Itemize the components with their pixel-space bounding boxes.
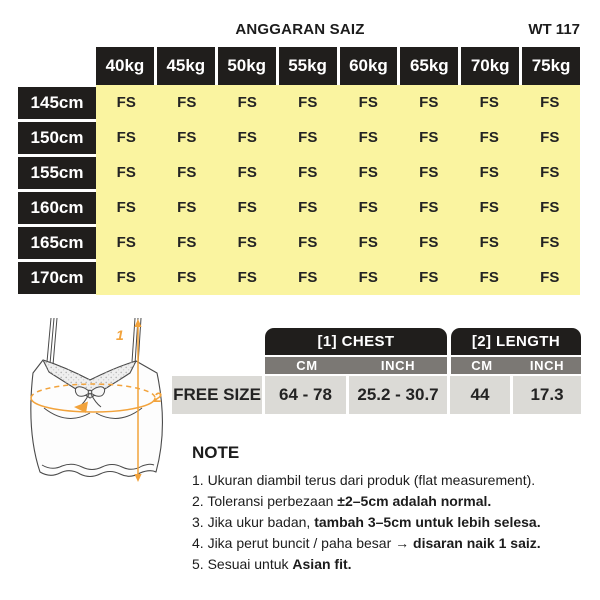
note-list: [192, 470, 588, 575]
size-cell: FS: [419, 164, 439, 181]
chest-unit-bar: [265, 357, 447, 374]
length-inch-value: 17.3: [513, 376, 581, 414]
weight-header-cell: 55kg: [279, 47, 337, 85]
size-cell: FS: [358, 269, 378, 286]
length-unit-bar: [451, 357, 581, 374]
size-cell: FS: [419, 199, 439, 216]
size-cell: FS: [298, 199, 318, 216]
height-header-cell: 145cm: [18, 87, 96, 119]
size-cell: FS: [237, 199, 257, 216]
size-cell: FS: [116, 164, 136, 181]
product-code: WT 117: [528, 21, 580, 38]
note-item: [192, 470, 588, 491]
weight-header-cell: 40kg: [96, 47, 154, 85]
height-header-cell: 160cm: [18, 192, 96, 224]
title-bar: [0, 21, 600, 39]
size-grid-row: [96, 260, 580, 295]
weight-header-cell: 65kg: [400, 47, 458, 85]
chest-cm-unit: CM: [296, 358, 318, 373]
size-cell: FS: [540, 234, 560, 251]
size-grid-row: [96, 155, 580, 190]
measurement-header-row: [265, 328, 582, 355]
size-cell: FS: [419, 129, 439, 146]
chest-inch-value: 25.2 - 30.7: [349, 376, 447, 414]
chest-cm-value: 64 - 78: [265, 376, 346, 414]
size-cell: FS: [116, 234, 136, 251]
size-cell: FS: [116, 199, 136, 216]
size-grid-row: [96, 190, 580, 225]
strap-left-icon: [47, 318, 57, 365]
note-item-text: 5. Sesuai untuk: [192, 556, 293, 572]
size-cell: FS: [237, 94, 257, 111]
weight-header-cell: 75kg: [522, 47, 580, 85]
weight-header-cell: 70kg: [461, 47, 519, 85]
length-cm-unit: CM: [471, 358, 493, 373]
page-title: ANGGARAN SAIZ: [235, 21, 365, 38]
size-cell: FS: [358, 234, 378, 251]
size-cell: FS: [177, 269, 197, 286]
size-cell: FS: [540, 269, 560, 286]
note-section: [192, 443, 588, 575]
size-cell: FS: [419, 94, 439, 111]
size-cell: FS: [116, 129, 136, 146]
size-cell: FS: [237, 269, 257, 286]
weight-header-cell: 60kg: [340, 47, 398, 85]
free-size-row: [172, 376, 582, 414]
size-cell: FS: [540, 164, 560, 181]
note-item: [192, 512, 588, 533]
size-cell: FS: [540, 94, 560, 111]
height-label-column: [18, 85, 96, 295]
note-item-text: 1. Ukuran diambil terus dari produk (flat measurement).: [192, 472, 536, 488]
length-inch-unit: INCH: [529, 358, 565, 373]
size-cell: FS: [177, 94, 197, 111]
note-item-text: 3. Jika ukur badan,: [192, 514, 315, 530]
note-item-bold: ±2–5cm adalah normal.: [337, 493, 492, 509]
size-cell: FS: [177, 199, 197, 216]
note-item-bold: Asian fit.: [292, 556, 352, 572]
size-cell: FS: [479, 234, 499, 251]
size-grid-row: [96, 120, 580, 155]
length-marker-label: 1: [116, 327, 124, 343]
size-cell: FS: [358, 164, 378, 181]
size-cell: FS: [298, 234, 318, 251]
size-cell: FS: [479, 199, 499, 216]
size-estimate-table: [18, 47, 580, 295]
note-item-bold: disaran naik 1 saiz.: [413, 535, 541, 551]
size-cell: FS: [479, 269, 499, 286]
size-cell: FS: [298, 129, 318, 146]
weight-header-cell: 45kg: [157, 47, 215, 85]
size-cell: FS: [298, 269, 318, 286]
size-cell: FS: [237, 129, 257, 146]
size-cell: FS: [479, 164, 499, 181]
height-header-cell: 165cm: [18, 227, 96, 259]
note-item-text: 4. Jika perut buncit / paha besar →: [192, 535, 414, 551]
size-cell: FS: [237, 234, 257, 251]
note-item: [192, 491, 588, 512]
length-header: [2] LENGTH: [451, 328, 581, 355]
size-grid-row: [96, 85, 580, 120]
chest-inch-unit: INCH: [380, 358, 416, 373]
size-cell: FS: [540, 199, 560, 216]
size-cell: FS: [358, 94, 378, 111]
unit-header-row: [265, 357, 582, 374]
size-cell: FS: [479, 129, 499, 146]
size-cell: FS: [298, 164, 318, 181]
size-cell: FS: [116, 94, 136, 111]
height-header-cell: 170cm: [18, 262, 96, 294]
note-item-bold: tambah 3–5cm untuk lebih selesa.: [314, 514, 541, 530]
size-grid-body: [96, 85, 580, 295]
size-grid-row: [96, 225, 580, 260]
size-cell: FS: [177, 164, 197, 181]
measurement-table: [172, 328, 582, 414]
note-heading: NOTE: [192, 443, 240, 462]
size-cell: FS: [116, 269, 136, 286]
size-cell: FS: [358, 129, 378, 146]
length-cm-value: 44: [450, 376, 510, 414]
chest-marker-label: 2: [154, 389, 162, 405]
size-cell: FS: [540, 129, 560, 146]
note-item-text: 2. Toleransi perbezaan: [192, 493, 338, 509]
size-cell: FS: [358, 199, 378, 216]
note-item: [192, 533, 588, 554]
size-cell: FS: [479, 94, 499, 111]
chest-header: [1] CHEST: [265, 328, 447, 355]
size-grid-body-wrap: [18, 85, 580, 295]
size-cell: FS: [298, 94, 318, 111]
size-cell: FS: [177, 129, 197, 146]
size-cell: FS: [177, 234, 197, 251]
size-label: FREE SIZE: [172, 376, 262, 414]
height-header-cell: 150cm: [18, 122, 96, 154]
size-cell: FS: [419, 234, 439, 251]
weight-header-row: [96, 47, 580, 85]
height-header-cell: 155cm: [18, 157, 96, 189]
size-cell: FS: [419, 269, 439, 286]
size-cell: FS: [237, 164, 257, 181]
weight-header-cell: 50kg: [218, 47, 276, 85]
note-item: [192, 554, 588, 575]
camisole-illustration: [20, 316, 170, 488]
